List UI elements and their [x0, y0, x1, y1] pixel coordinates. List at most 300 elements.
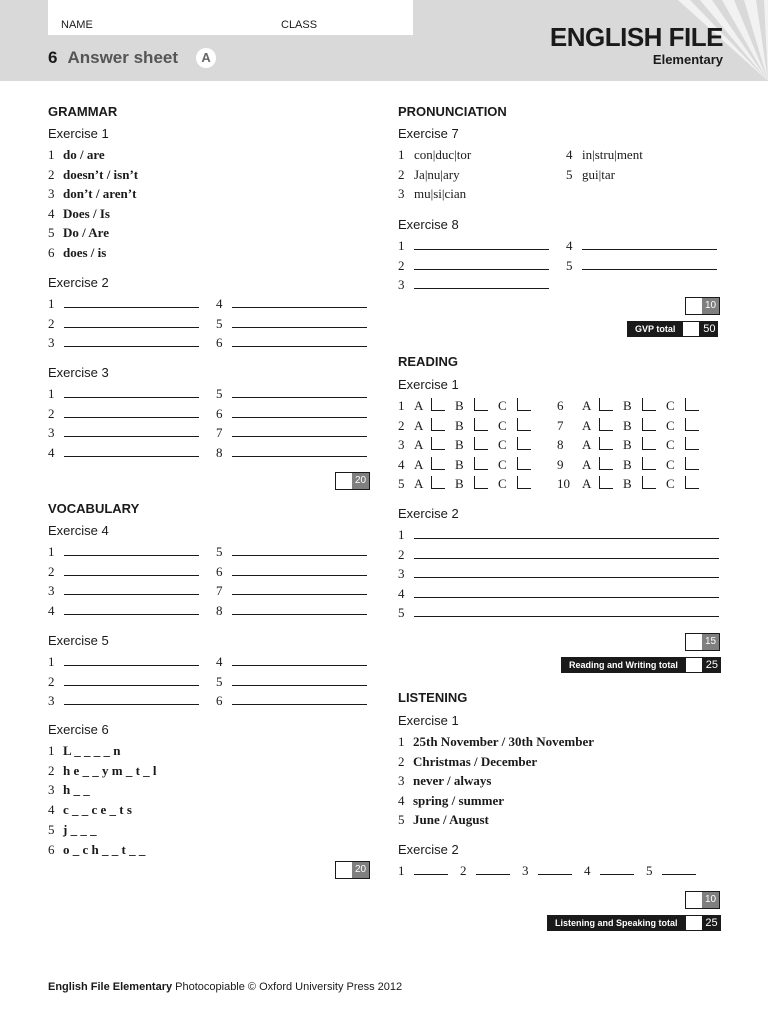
reading-row — [398, 457, 531, 473]
pronunciation-score-box — [685, 297, 720, 315]
answer-text: spring / summer — [413, 792, 504, 808]
reading-exercise-2-label: Exercise 2 — [398, 506, 459, 521]
answer-line — [566, 258, 717, 274]
reading-row — [557, 398, 699, 414]
answer-item — [398, 734, 594, 750]
item-number: 5 — [646, 863, 653, 878]
answer-blank[interactable] — [476, 863, 510, 875]
answer-blank[interactable] — [582, 238, 717, 250]
item-number: 8 — [216, 602, 223, 618]
answer-blank[interactable] — [414, 863, 448, 875]
item-number: 4 — [398, 456, 405, 472]
item-number: 2 — [48, 673, 55, 689]
option-checkbox[interactable] — [474, 476, 488, 489]
name-class-box — [48, 0, 413, 35]
option-label: C — [498, 437, 507, 452]
answer-blank[interactable] — [64, 296, 199, 308]
answer-blank[interactable] — [414, 547, 719, 559]
answer-text: j _ _ _ — [63, 821, 97, 837]
gvp-total — [627, 321, 718, 337]
answer-blank[interactable] — [64, 564, 199, 576]
item-number: 3 — [398, 566, 405, 581]
title-text: Answer sheet — [67, 48, 179, 67]
answer-blank[interactable] — [232, 425, 367, 437]
listening-exercise-1-label: Exercise 1 — [398, 713, 459, 728]
score-blank[interactable] — [686, 298, 702, 314]
option-label: A — [582, 437, 592, 452]
option-checkbox[interactable] — [431, 476, 445, 489]
answer-line — [216, 386, 367, 402]
answer-item — [398, 812, 489, 828]
option-checkbox[interactable] — [474, 437, 488, 450]
option-checkbox[interactable] — [517, 418, 531, 431]
answer-line — [398, 258, 549, 274]
option-checkbox[interactable] — [642, 398, 656, 411]
unit-number: 6 — [48, 48, 58, 67]
answer-blank[interactable] — [64, 674, 199, 686]
answer-item — [48, 782, 90, 798]
exercise-7-label: Exercise 7 — [398, 126, 459, 141]
answer-line — [48, 654, 199, 670]
answer-line — [216, 583, 367, 599]
answer-line — [646, 863, 696, 879]
reading-writing-total — [561, 657, 721, 673]
item-number: 6 — [48, 244, 55, 260]
answer-blank[interactable] — [538, 863, 572, 875]
item-number: 3 — [522, 863, 529, 878]
answer-blank[interactable] — [64, 406, 199, 418]
item-number: 4 — [48, 802, 55, 818]
item-number: 4 — [584, 863, 591, 878]
answer-line — [216, 654, 367, 670]
answer-text: mu|si|cian — [414, 186, 467, 201]
brand-name: ENGLISH FILE — [549, 22, 723, 52]
answer-text: 25th November / 30th November — [413, 734, 595, 749]
answer-blank[interactable] — [64, 544, 199, 556]
reading-row — [557, 457, 699, 473]
class-label: CLASS — [281, 19, 318, 31]
listening-total-label: Listening and Speaking total — [547, 915, 686, 931]
answer-line — [216, 693, 367, 709]
item-number: 2 — [460, 863, 467, 878]
option-checkbox[interactable] — [599, 398, 613, 411]
answer-blank[interactable] — [232, 386, 367, 398]
answer-blank[interactable] — [232, 406, 367, 418]
answer-blank[interactable] — [582, 258, 717, 270]
option-checkbox[interactable] — [431, 457, 445, 470]
answer-blank[interactable] — [232, 693, 367, 705]
answer-item — [48, 763, 157, 779]
answer-line — [398, 863, 448, 879]
reading-row — [557, 418, 699, 434]
grammar-heading: GRAMMAR — [48, 104, 118, 119]
listening-heading: LISTENING — [398, 690, 468, 705]
answer-line — [398, 527, 719, 543]
item-number: 2 — [398, 257, 405, 273]
score-blank[interactable] — [686, 634, 702, 650]
option-label: A — [582, 476, 592, 491]
answer-line — [48, 674, 199, 690]
item-number: 1 — [398, 238, 405, 253]
item-number: 7 — [216, 583, 223, 598]
option-checkbox[interactable] — [599, 476, 613, 489]
total-blank[interactable] — [686, 657, 703, 673]
answer-line — [48, 693, 199, 709]
option-checkbox[interactable] — [431, 437, 445, 450]
item-number: 4 — [48, 602, 55, 618]
answer-blank[interactable] — [414, 277, 549, 289]
item-number: 10 — [557, 476, 570, 491]
item-number: 1 — [48, 147, 55, 162]
answer-item — [398, 186, 466, 202]
option-checkbox[interactable] — [517, 437, 531, 450]
item-number: 4 — [48, 205, 55, 221]
answer-blank[interactable] — [414, 605, 719, 617]
item-number: 6 — [216, 693, 223, 708]
item-number: 1 — [398, 147, 405, 162]
option-label: B — [623, 398, 632, 413]
footer-book: English File Elementary — [48, 981, 173, 993]
answer-blank[interactable] — [232, 296, 367, 308]
answer-text: h e _ _ y m _ t _ l — [63, 762, 157, 778]
answer-item — [398, 754, 537, 770]
brand-logo — [550, 22, 723, 68]
answer-blank[interactable] — [64, 583, 199, 595]
option-checkbox[interactable] — [474, 418, 488, 431]
item-number: 2 — [48, 166, 55, 182]
option-label: C — [666, 398, 675, 413]
answer-text: Do / Are — [63, 225, 109, 240]
item-number: 2 — [398, 167, 405, 182]
option-label: A — [414, 456, 424, 472]
answer-text: in|stru|ment — [582, 147, 643, 162]
option-label: C — [498, 456, 507, 472]
item-number: 7 — [216, 425, 223, 440]
item-number: 7 — [557, 417, 564, 433]
answer-line — [522, 863, 572, 879]
item-number: 2 — [48, 405, 55, 421]
answer-line — [566, 238, 717, 254]
item-number: 5 — [216, 386, 223, 401]
item-number: 3 — [48, 335, 55, 350]
answer-text: don’t / aren’t — [63, 186, 137, 201]
reading-row — [398, 418, 531, 434]
item-number: 1 — [398, 863, 405, 878]
reading-row — [398, 398, 531, 414]
answer-blank[interactable] — [232, 445, 367, 457]
answer-blank[interactable] — [232, 316, 367, 328]
option-checkbox[interactable] — [599, 437, 613, 450]
answer-line — [460, 863, 510, 879]
version-badge: A — [196, 48, 216, 68]
answer-item — [398, 167, 460, 183]
answer-text: h _ _ — [63, 782, 90, 798]
score-max: 15 — [702, 634, 719, 650]
score-max: 20 — [352, 473, 369, 489]
option-label: B — [623, 437, 632, 452]
item-number: 3 — [48, 186, 55, 201]
answer-text: Christmas / December — [413, 753, 538, 769]
item-number: 3 — [398, 277, 405, 292]
score-blank[interactable] — [336, 862, 352, 878]
footer — [48, 981, 402, 993]
exercise-5-label: Exercise 5 — [48, 633, 109, 648]
item-number: 6 — [216, 335, 223, 350]
option-label: C — [498, 476, 507, 491]
item-number: 1 — [398, 734, 405, 749]
answer-line — [48, 386, 199, 402]
option-label: C — [666, 437, 675, 452]
answer-line — [48, 603, 199, 619]
item-number: 4 — [398, 585, 405, 601]
item-number: 6 — [216, 405, 223, 421]
answer-line — [398, 586, 719, 602]
answer-line — [48, 425, 199, 441]
item-number: 5 — [48, 821, 55, 837]
option-checkbox[interactable] — [517, 398, 531, 411]
option-checkbox[interactable] — [685, 457, 699, 470]
gvp-total-max: 50 — [700, 321, 718, 337]
grammar-score-box — [335, 472, 370, 490]
reading-score-box — [685, 633, 720, 651]
item-number: 4 — [398, 792, 405, 808]
answer-line — [48, 335, 199, 351]
answer-line — [216, 335, 367, 351]
answer-blank[interactable] — [232, 335, 367, 347]
answer-blank[interactable] — [662, 863, 696, 875]
answer-blank[interactable] — [414, 238, 549, 250]
answer-blank[interactable] — [64, 386, 199, 398]
answer-blank[interactable] — [64, 445, 199, 457]
reading-row — [557, 476, 699, 492]
answer-line — [398, 566, 719, 582]
answer-blank[interactable] — [232, 564, 367, 576]
footer-copyright: Photocopiable © Oxford University Press 2012 — [172, 981, 403, 993]
answer-line — [398, 238, 549, 254]
option-checkbox[interactable] — [685, 418, 699, 431]
answer-blank[interactable] — [232, 583, 367, 595]
answer-text: o _ c h _ _ t _ _ — [63, 841, 146, 857]
item-number: 3 — [48, 583, 55, 598]
total-blank[interactable] — [683, 321, 700, 337]
total-blank[interactable] — [686, 915, 703, 931]
item-number: 5 — [566, 257, 573, 273]
answer-item — [48, 167, 138, 183]
option-checkbox[interactable] — [599, 418, 613, 431]
exercise-8-label: Exercise 8 — [398, 217, 459, 232]
item-number: 3 — [48, 693, 55, 708]
option-checkbox[interactable] — [431, 398, 445, 411]
answer-blank[interactable] — [64, 335, 199, 347]
exercise-4-label: Exercise 4 — [48, 523, 109, 538]
item-number: 1 — [48, 296, 55, 311]
listening-exercise-2-label: Exercise 2 — [398, 842, 459, 857]
answer-line — [48, 296, 199, 312]
exercise-3-label: Exercise 3 — [48, 365, 109, 380]
option-label: B — [455, 437, 464, 452]
option-label: C — [498, 417, 507, 433]
name-label: NAME — [61, 19, 93, 31]
answer-item — [48, 842, 145, 858]
option-checkbox[interactable] — [642, 457, 656, 470]
answer-line — [48, 316, 199, 332]
answer-item — [48, 147, 105, 163]
item-number: 5 — [216, 544, 223, 559]
option-checkbox[interactable] — [599, 457, 613, 470]
score-blank[interactable] — [336, 473, 352, 489]
option-label: B — [623, 476, 632, 491]
option-label: B — [623, 417, 632, 433]
listening-score-box — [685, 891, 720, 909]
option-label: A — [582, 398, 592, 413]
answer-text: L _ _ _ _ n — [63, 743, 121, 758]
item-number: 1 — [48, 743, 55, 758]
answer-line — [216, 674, 367, 690]
vocabulary-score-box — [335, 861, 370, 879]
option-label: B — [455, 417, 464, 433]
answer-blank[interactable] — [414, 586, 719, 598]
option-checkbox[interactable] — [642, 437, 656, 450]
answer-item — [48, 225, 109, 241]
item-number: 1 — [48, 544, 55, 559]
answer-blank[interactable] — [232, 654, 367, 666]
answer-text: con|duc|tor — [414, 147, 472, 162]
option-checkbox[interactable] — [474, 398, 488, 411]
option-label: C — [498, 398, 507, 413]
item-number: 1 — [398, 398, 405, 413]
item-number: 6 — [216, 563, 223, 579]
item-number: 3 — [48, 782, 55, 798]
score-max: 10 — [702, 298, 719, 314]
reading-row — [398, 437, 531, 453]
item-number: 4 — [216, 654, 223, 669]
option-checkbox[interactable] — [431, 418, 445, 431]
answer-line — [216, 296, 367, 312]
listening-total-max: 25 — [703, 915, 721, 931]
option-label: A — [414, 437, 424, 452]
option-checkbox[interactable] — [642, 476, 656, 489]
answer-item — [398, 773, 491, 789]
answer-blank[interactable] — [64, 316, 199, 328]
answer-blank[interactable] — [64, 603, 199, 615]
answer-line — [48, 564, 199, 580]
answer-line — [48, 583, 199, 599]
answer-line — [398, 547, 719, 563]
option-label: B — [623, 456, 632, 472]
answer-blank[interactable] — [232, 603, 367, 615]
listening-speaking-total — [547, 915, 721, 931]
answer-item — [48, 822, 97, 838]
option-label: A — [414, 398, 424, 413]
option-label: A — [414, 417, 424, 433]
answer-blank[interactable] — [414, 566, 719, 578]
answer-line — [216, 564, 367, 580]
answer-item — [48, 802, 132, 818]
item-number: 5 — [48, 225, 55, 240]
answer-text: c _ _ c e _ t s — [63, 802, 132, 818]
item-number: 5 — [398, 812, 405, 828]
answer-blank[interactable] — [64, 654, 199, 666]
answer-item — [48, 206, 110, 222]
item-number: 2 — [48, 315, 55, 331]
item-number: 3 — [398, 773, 405, 789]
answer-text: does / is — [63, 244, 107, 260]
item-number: 2 — [398, 753, 405, 769]
item-number: 3 — [398, 186, 405, 201]
item-number: 4 — [566, 147, 573, 162]
answer-line — [216, 316, 367, 332]
answer-line — [216, 425, 367, 441]
answer-text: Does / Is — [63, 205, 110, 221]
option-checkbox[interactable] — [474, 457, 488, 470]
item-number: 8 — [557, 437, 564, 452]
item-number: 5 — [216, 315, 223, 331]
answer-item — [48, 186, 136, 202]
answer-line — [216, 445, 367, 461]
answer-line — [216, 603, 367, 619]
answer-blank[interactable] — [232, 544, 367, 556]
exercise-6-label: Exercise 6 — [48, 722, 109, 737]
answer-blank[interactable] — [600, 863, 634, 875]
item-number: 5 — [398, 476, 405, 491]
item-number: 1 — [48, 386, 55, 401]
option-label: B — [455, 398, 464, 413]
score-blank[interactable] — [686, 892, 702, 908]
item-number: 3 — [48, 425, 55, 440]
item-number: 4 — [48, 444, 55, 460]
item-number: 2 — [48, 762, 55, 778]
item-number: 4 — [566, 238, 573, 253]
option-label: C — [666, 417, 675, 433]
option-label: A — [582, 417, 592, 433]
option-checkbox[interactable] — [517, 476, 531, 489]
answer-blank[interactable] — [64, 693, 199, 705]
item-number: 2 — [398, 417, 405, 433]
reading-row — [398, 476, 531, 492]
answer-blank[interactable] — [64, 425, 199, 437]
reading-total-max: 25 — [703, 657, 721, 673]
option-checkbox[interactable] — [685, 437, 699, 450]
answer-blank[interactable] — [414, 527, 719, 539]
option-checkbox[interactable] — [685, 476, 699, 489]
option-checkbox[interactable] — [517, 457, 531, 470]
answer-line — [398, 277, 549, 293]
answer-line — [584, 863, 634, 879]
answer-text: June / August — [413, 812, 489, 828]
answer-item — [48, 743, 120, 759]
item-number: 3 — [398, 437, 405, 452]
option-checkbox[interactable] — [685, 398, 699, 411]
option-label: A — [414, 476, 424, 491]
exercise-2-label: Exercise 2 — [48, 275, 109, 290]
pronunciation-heading: PRONUNCIATION — [398, 104, 507, 119]
option-checkbox[interactable] — [642, 418, 656, 431]
answer-blank[interactable] — [414, 258, 549, 270]
reading-heading: READING — [398, 354, 458, 369]
answer-line — [216, 406, 367, 422]
answer-blank[interactable] — [232, 674, 367, 686]
reading-row — [557, 437, 699, 453]
answer-text: gui|tar — [582, 167, 615, 182]
option-label: A — [582, 456, 592, 472]
item-number: 5 — [398, 605, 405, 620]
item-number: 6 — [48, 841, 55, 857]
answer-line — [48, 406, 199, 422]
item-number: 1 — [48, 654, 55, 669]
answer-item — [398, 793, 504, 809]
vocabulary-heading: VOCABULARY — [48, 501, 140, 516]
answer-line — [216, 544, 367, 560]
